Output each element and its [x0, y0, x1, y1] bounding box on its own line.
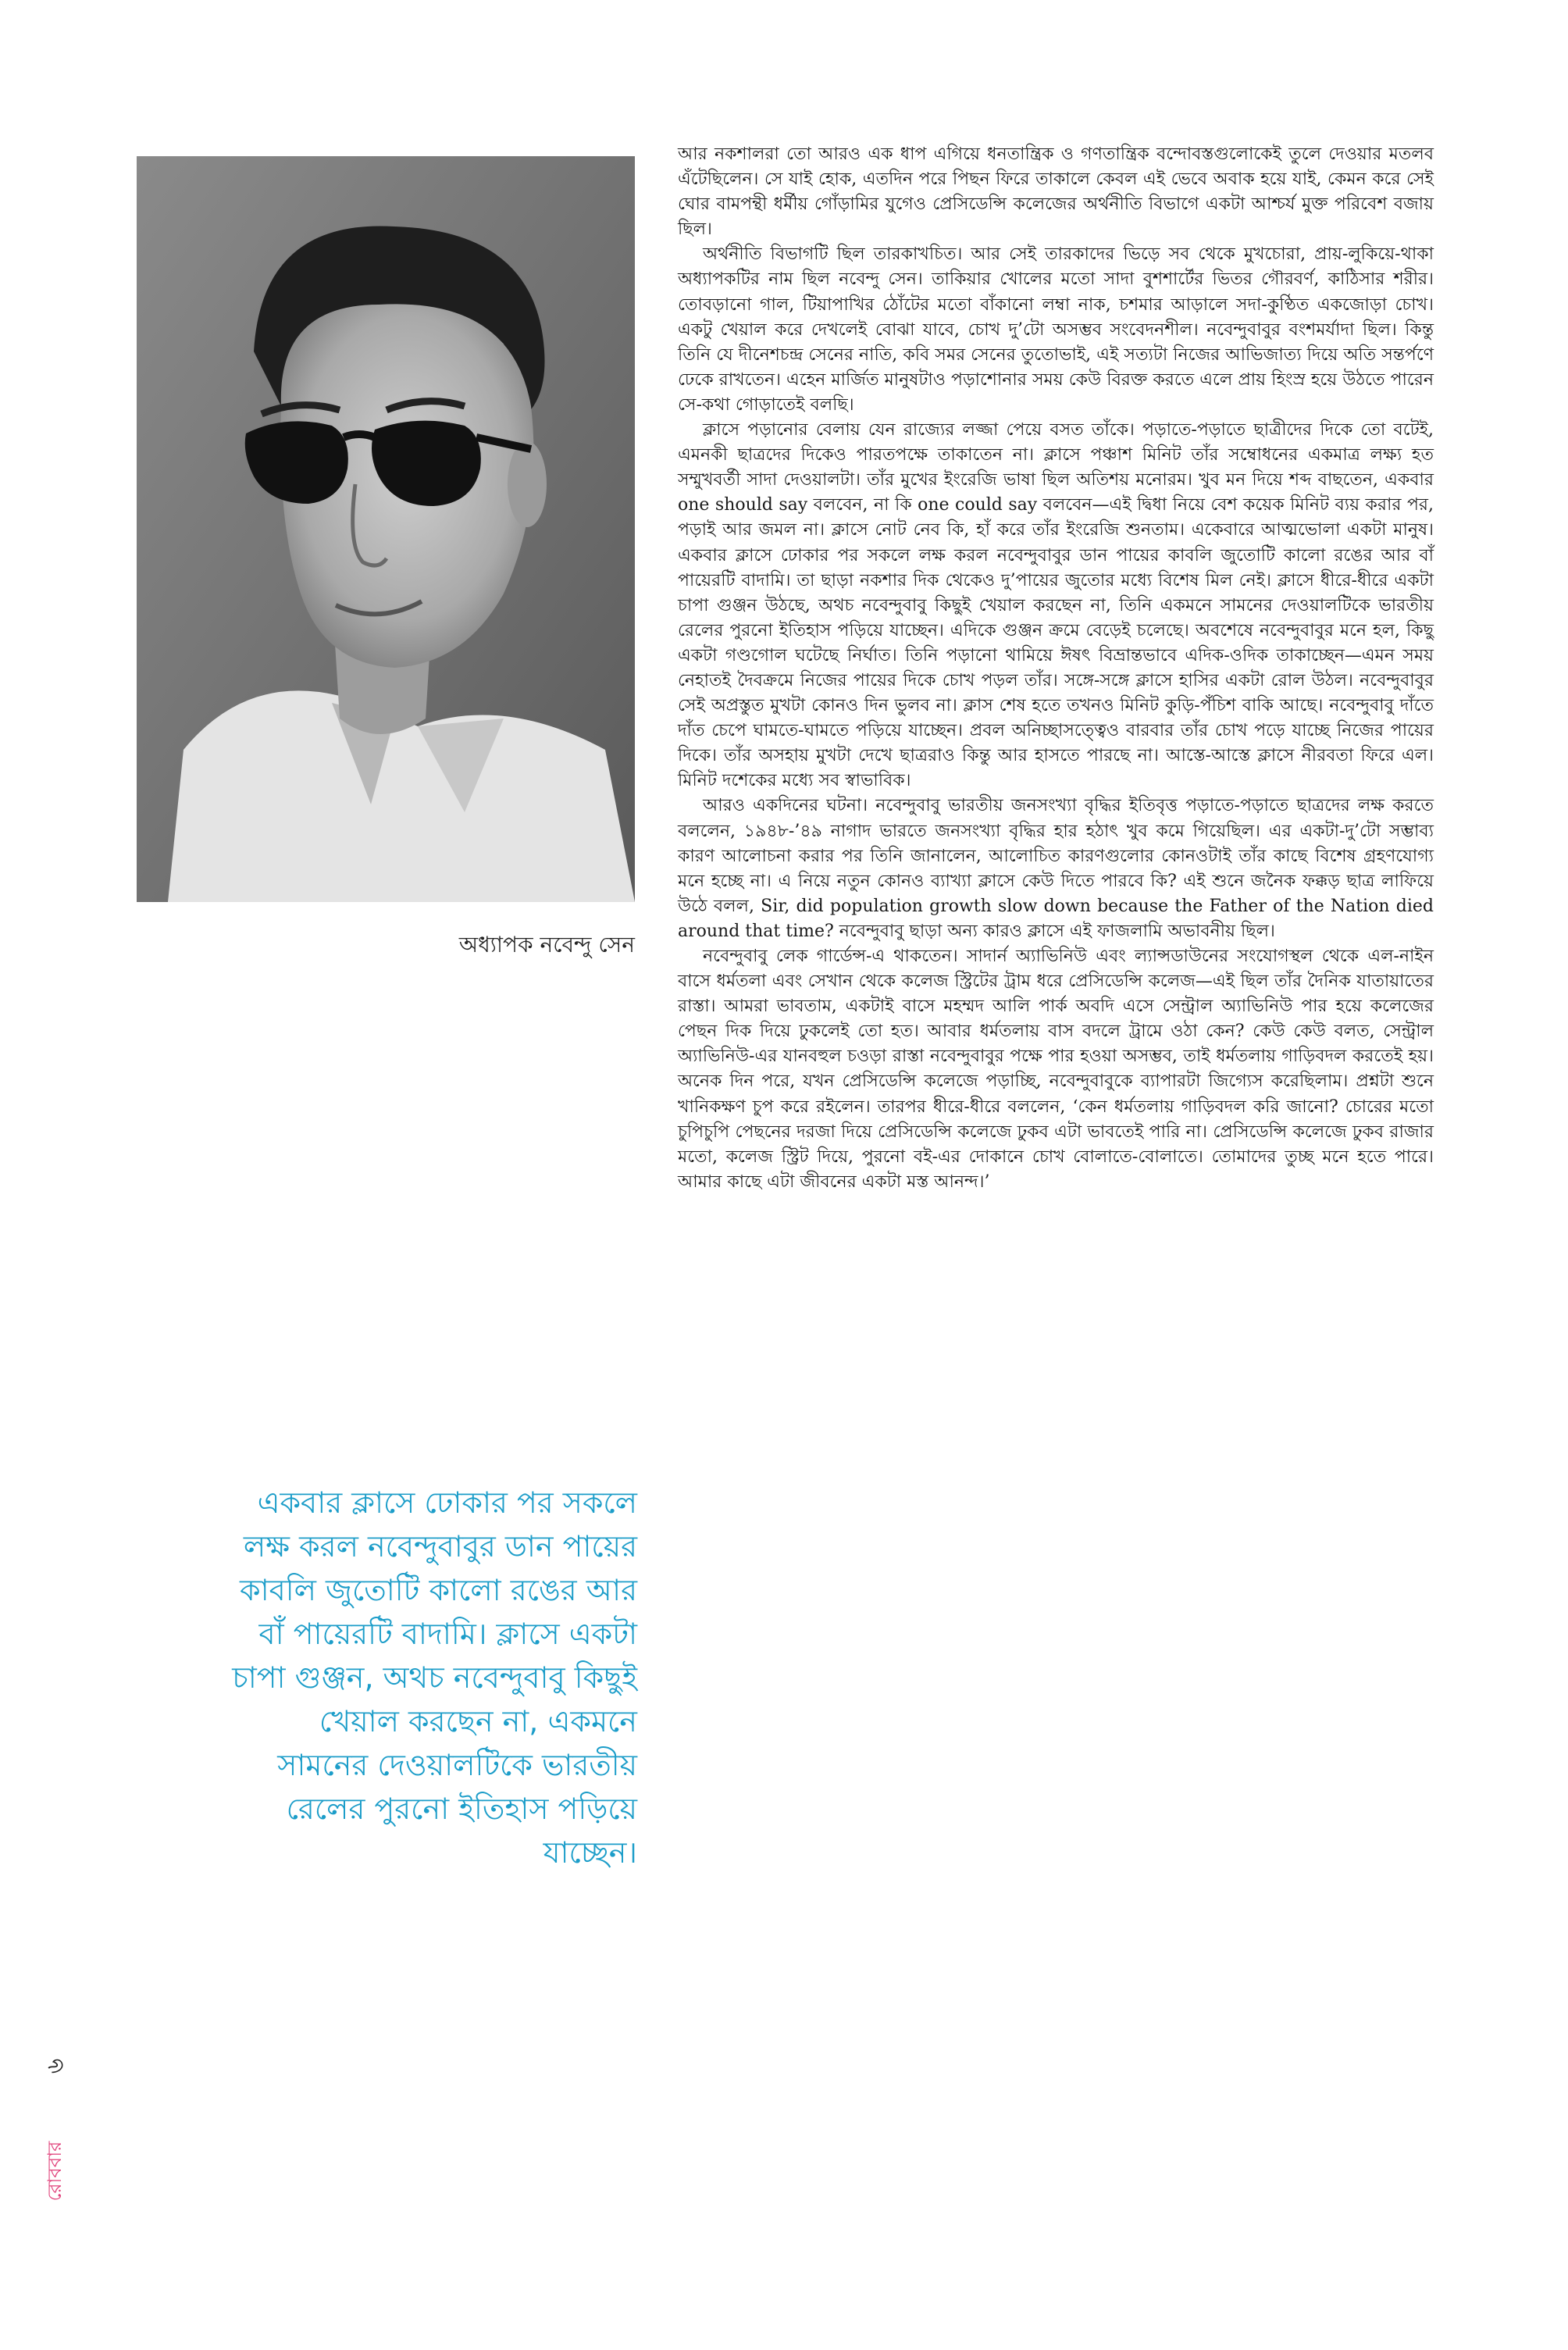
portrait-image — [137, 156, 635, 902]
article-body — [678, 142, 1434, 1195]
paragraph: নবেন্দুবাবু লেক গার্ডেন্স-এ থাকতেন। সাদার্ন অ্যাভিনিউ এবং ল্যান্সডাউনের সংযোগস্থল থেকে এল-নাইন বাসে ধর্মতলা এবং সেখান থেকে কলেজ স্ট্রিটের ট্রাম ধরে প্রেসিডেন্সি কলেজ—এই ছিল তাঁর দৈনিক যাতায়াতের রাস্তা। আমরা ভাবতাম, একটাই বাসে মহম্মদ আলি পার্ক অবদি এসে সেন্ট্রাল অ্যাভিনিউ পার হয়ে কলেজের পেছন দিক দিয়ে ঢুকলেই তো হত। আবার ধর্মতলায় বাস বদলে ট্রামে ওঠা কেন? কেউ কেউ বলত, সেন্ট্রাল অ্যাভিনিউ-এর যানবহুল চওড়া রাস্তা নবেন্দুবাবুর পক্ষে পার হওয়া অসম্ভব, তাই ধর্মতলায় গাড়িবদল করতেই হয়। অনেক দিন পরে, যখন প্রেসিডেন্সি কলেজে পড়াচ্ছি, নবেন্দুবাবুকে ব্যাপারটা জিগ্যেস করেছিলাম। প্রশ্নটা শুনে খানিকক্ষণ চুপ করে রইলেন। তারপর ধীরে-ধীরে বললেন, ‘কেন ধর্মতলায় গাড়িবদল করি জানো? চোরের মতো চুপিচুপি পেছনের দরজা দিয়ে প্রেসিডেন্সি কলেজে ঢুকব এটা ভাবতেই পারি না। প্রেসিডেন্সি কলেজে ঢুকব রাজার মতো, কলেজ স্ট্রিট দিয়ে, পুরনো বই-এর দোকানে চোখ বোলাতে-বোলাতে। তোমাদের তুচ্ছ মনে হতে পারে। আমার কাছে এটা জীবনের একটা মস্ত আনন্দ।’ — [678, 947, 1434, 1192]
paragraph: ক্লাসে পড়ানোর বেলায় যেন রাজ্যের লজ্জা পেয়ে বসত তাঁকে। পড়াতে-পড়াতে ছাত্রীদের দিকে তো বটেই, এমনকী ছাত্রদের দিকেও পারতপক্ষে তাকাতেন না। ক্লাসে পঞ্চাশ মিনিট তাঁর সম্বোধনের একমাত্র লক্ষ্য হত সম্মুখবর্তী সাদা দেওয়ালটা। তাঁর মুখের ইংরেজি ভাষা ছিল অতিশয় মনোরম। খুব মন দিয়ে শব্দ বাছতেন, একবার one should say বলবেন, না কি one could say বলবেন—এই দ্বিধা নিয়ে বেশ কয়েক মিনিট ব্যয় করার পর, পড়াই আর জমল না। ক্লাসে নোট নেব কি, হাঁ করে তাঁর ইংরেজি শুনতাম। একেবারে আত্মভোলা একটা মানুষ। একবার ক্লাসে ঢোকার পর সকলে লক্ষ করল নবেন্দুবাবুর ডান পায়ের কাবলি জুতোটি কালো রঙের আর বাঁ পায়েরটি বাদামি। তা ছাড়া নকশার দিক থেকেও দু’পায়ের জুতোর মধ্যে বিশেষ মিল নেই। ক্লাসে ধীরে-ধীরে একটা চাপা গুঞ্জন উঠছে, অথচ নবেন্দুবাবু কিছুই খেয়াল করছেন না, তিনি একমনে সামনের দেওয়ালটিকে ভারতীয় রেলের পুরনো ইতিহাস পড়িয়ে যাচ্ছেন। এদিকে গুঞ্জন ক্রমে বেড়েই চলেছে। অবশেষে নবেন্দুবাবুর মনে হল, কিছু একটা গণ্ডগোল ঘটেছে নির্ঘাত। তিনি পড়ানো থামিয়ে ঈষৎ বিভ্রান্তভাবে এদিক-ওদিক তাকাচ্ছেন—এমন সময় নেহাতই দৈবক্রমে নিজের পায়ের দিকে চোখ পড়ল তাঁর। সঙ্গে-সঙ্গে ক্লাসে হাসির একটা রোল উঠল। নবেন্দুবাবুর সেই অপ্রস্তুত মুখটা কোনও দিন ভুলব না। ক্লাস শেষ হতে তখনও মিনিট কুড়ি-পঁচিশ বাকি আছে। নবেন্দুবাবু দাঁতে দাঁত চেপে ঘামতে-ঘামতে পড়িয়ে যাচ্ছেন। প্রবল অনিচ্ছাসত্ত্বেও বারবার তাঁর চোখ পড়ে যাচ্ছে নিজের পায়ের দিকে। তাঁর অসহায় মুখটা দেখে ছাত্ররাও কিন্তু আর হাসতে পারছে না। আস্তে-আস্তে ক্লাসে নীরবতা ফিরে এল। মিনিট দশেকের মধ্যে সব স্বাভাবিক। — [678, 420, 1434, 791]
portrait-photo — [137, 156, 635, 902]
paragraph: আর নকশালরা তো আরও এক ধাপ এগিয়ে ধনতান্ত্রিক ও গণতান্ত্রিক বন্দোবস্তগুলোকেই তুলে দেওয়ার মতলব এঁটেছিলেন। সে যাই হোক, এতদিন পরে পিছন ফিরে তাকালে কেবল এই ভেবে অবাক হয়ে যাই, কেমন করে সেই ঘোর বামপন্থী ধর্মীয় গোঁড়ামির যুগেও প্রেসিডেন্সি কলেজের অর্থনীতি বিভাগে একটা আশ্চর্য মুক্ত পরিবেশ বজায় ছিল। — [678, 144, 1434, 240]
paragraph: অর্থনীতি বিভাগটি ছিল তারকাখচিত। আর সেই তারকাদের ভিড়ে সব থেকে মুখচোরা, প্রায়-লুকিয়ে-থাকা অধ্যাপকটির নাম ছিল নবেন্দু সেন। তাকিয়ার খোলের মতো সাদা বুশশার্টের ভিতর গৌরবর্ণ, কাঠিসার শরীর। তোবড়ানো গাল, টিয়াপাখির ঠোঁটের মতো বাঁকানো লম্বা নাক, চশমার আড়ালে সদা-কুণ্ঠিত একজোড়া চোখ। একটু খেয়াল করে দেখলেই বোঝা যাবে, চোখ দু’টো অসম্ভব সংবেদনশীল। নবেন্দুবাবুর বংশমর্যাদা ছিল। কিন্তু তিনি যে দীনেশচন্দ্র সেনের নাতি, কবি সমর সেনের তুতোভাই, এই সত্যটা নিজের আভিজাত্য দিয়ে অতি সন্তর্পণে ঢেকে রাখতেন। এহেন মার্জিত মানুষটাও পড়াশোনার সময় কেউ বিরক্ত করতে এলে প্রায় হিংস্র হয়ে উঠতে পারেন সে-কথা গোড়াতেই বলছি। — [678, 244, 1434, 415]
pull-quote: একবার ক্লাসে ঢোকার পর সকলে লক্ষ করল নবেন্দুবাবুর ডান পায়ের কাবলি জুতোটি কালো রঙের আর বাঁ পায়েরটি বাদামি। ক্লাসে একটা চাপা গুঞ্জন, অথচ নবেন্দুবাবু কিছুই খেয়াল করছেন না, একমনে সামনের দেওয়ালটিকে ভারতীয় রেলের পুরনো ইতিহাস পড়িয়ে যাচ্ছেন। — [232, 1485, 637, 1870]
paragraph: আরও একদিনের ঘটনা। নবেন্দুবাবু ভারতীয় জনসংখ্যা বৃদ্ধির ইতিবৃত্ত পড়াতে-পড়াতে ছাত্রদের লক্ষ করতে বললেন, ১৯৪৮-’৪৯ নাগাদ ভারতে জনসংখ্যা বৃদ্ধির হার হঠাৎ খুব কমে গিয়েছিল। এর একটা-দু’টো সম্ভাব্য কারণ আলোচনা করার পর তিনি জানালেন, আলোচিত কারণগুলোর কোনওটাই তাঁর কাছে বিশেষ গ্রহণযোগ্য মনে হচ্ছে না। এ নিয়ে নতুন কোনও ব্যাখ্যা ক্লাসে কেউ দিতে পারবে কি? এই শুনে জনৈক ফক্কড় ছাত্র লাফিয়ে উঠে বলল, Sir, did population growth slow down because the Father of the Nation died around that time? নবেন্দুবাবু ছাড়া অন্য কারও ক্লাসে এই ফাজলামি অভাবনীয় ছিল। — [678, 796, 1434, 941]
page-number: ৬ — [41, 2058, 69, 2074]
magazine-name: রোববার — [44, 2141, 66, 2202]
page-folio — [33, 2046, 80, 2249]
photo-caption: অধ্যাপক নবেন্দু সেন — [458, 932, 635, 957]
